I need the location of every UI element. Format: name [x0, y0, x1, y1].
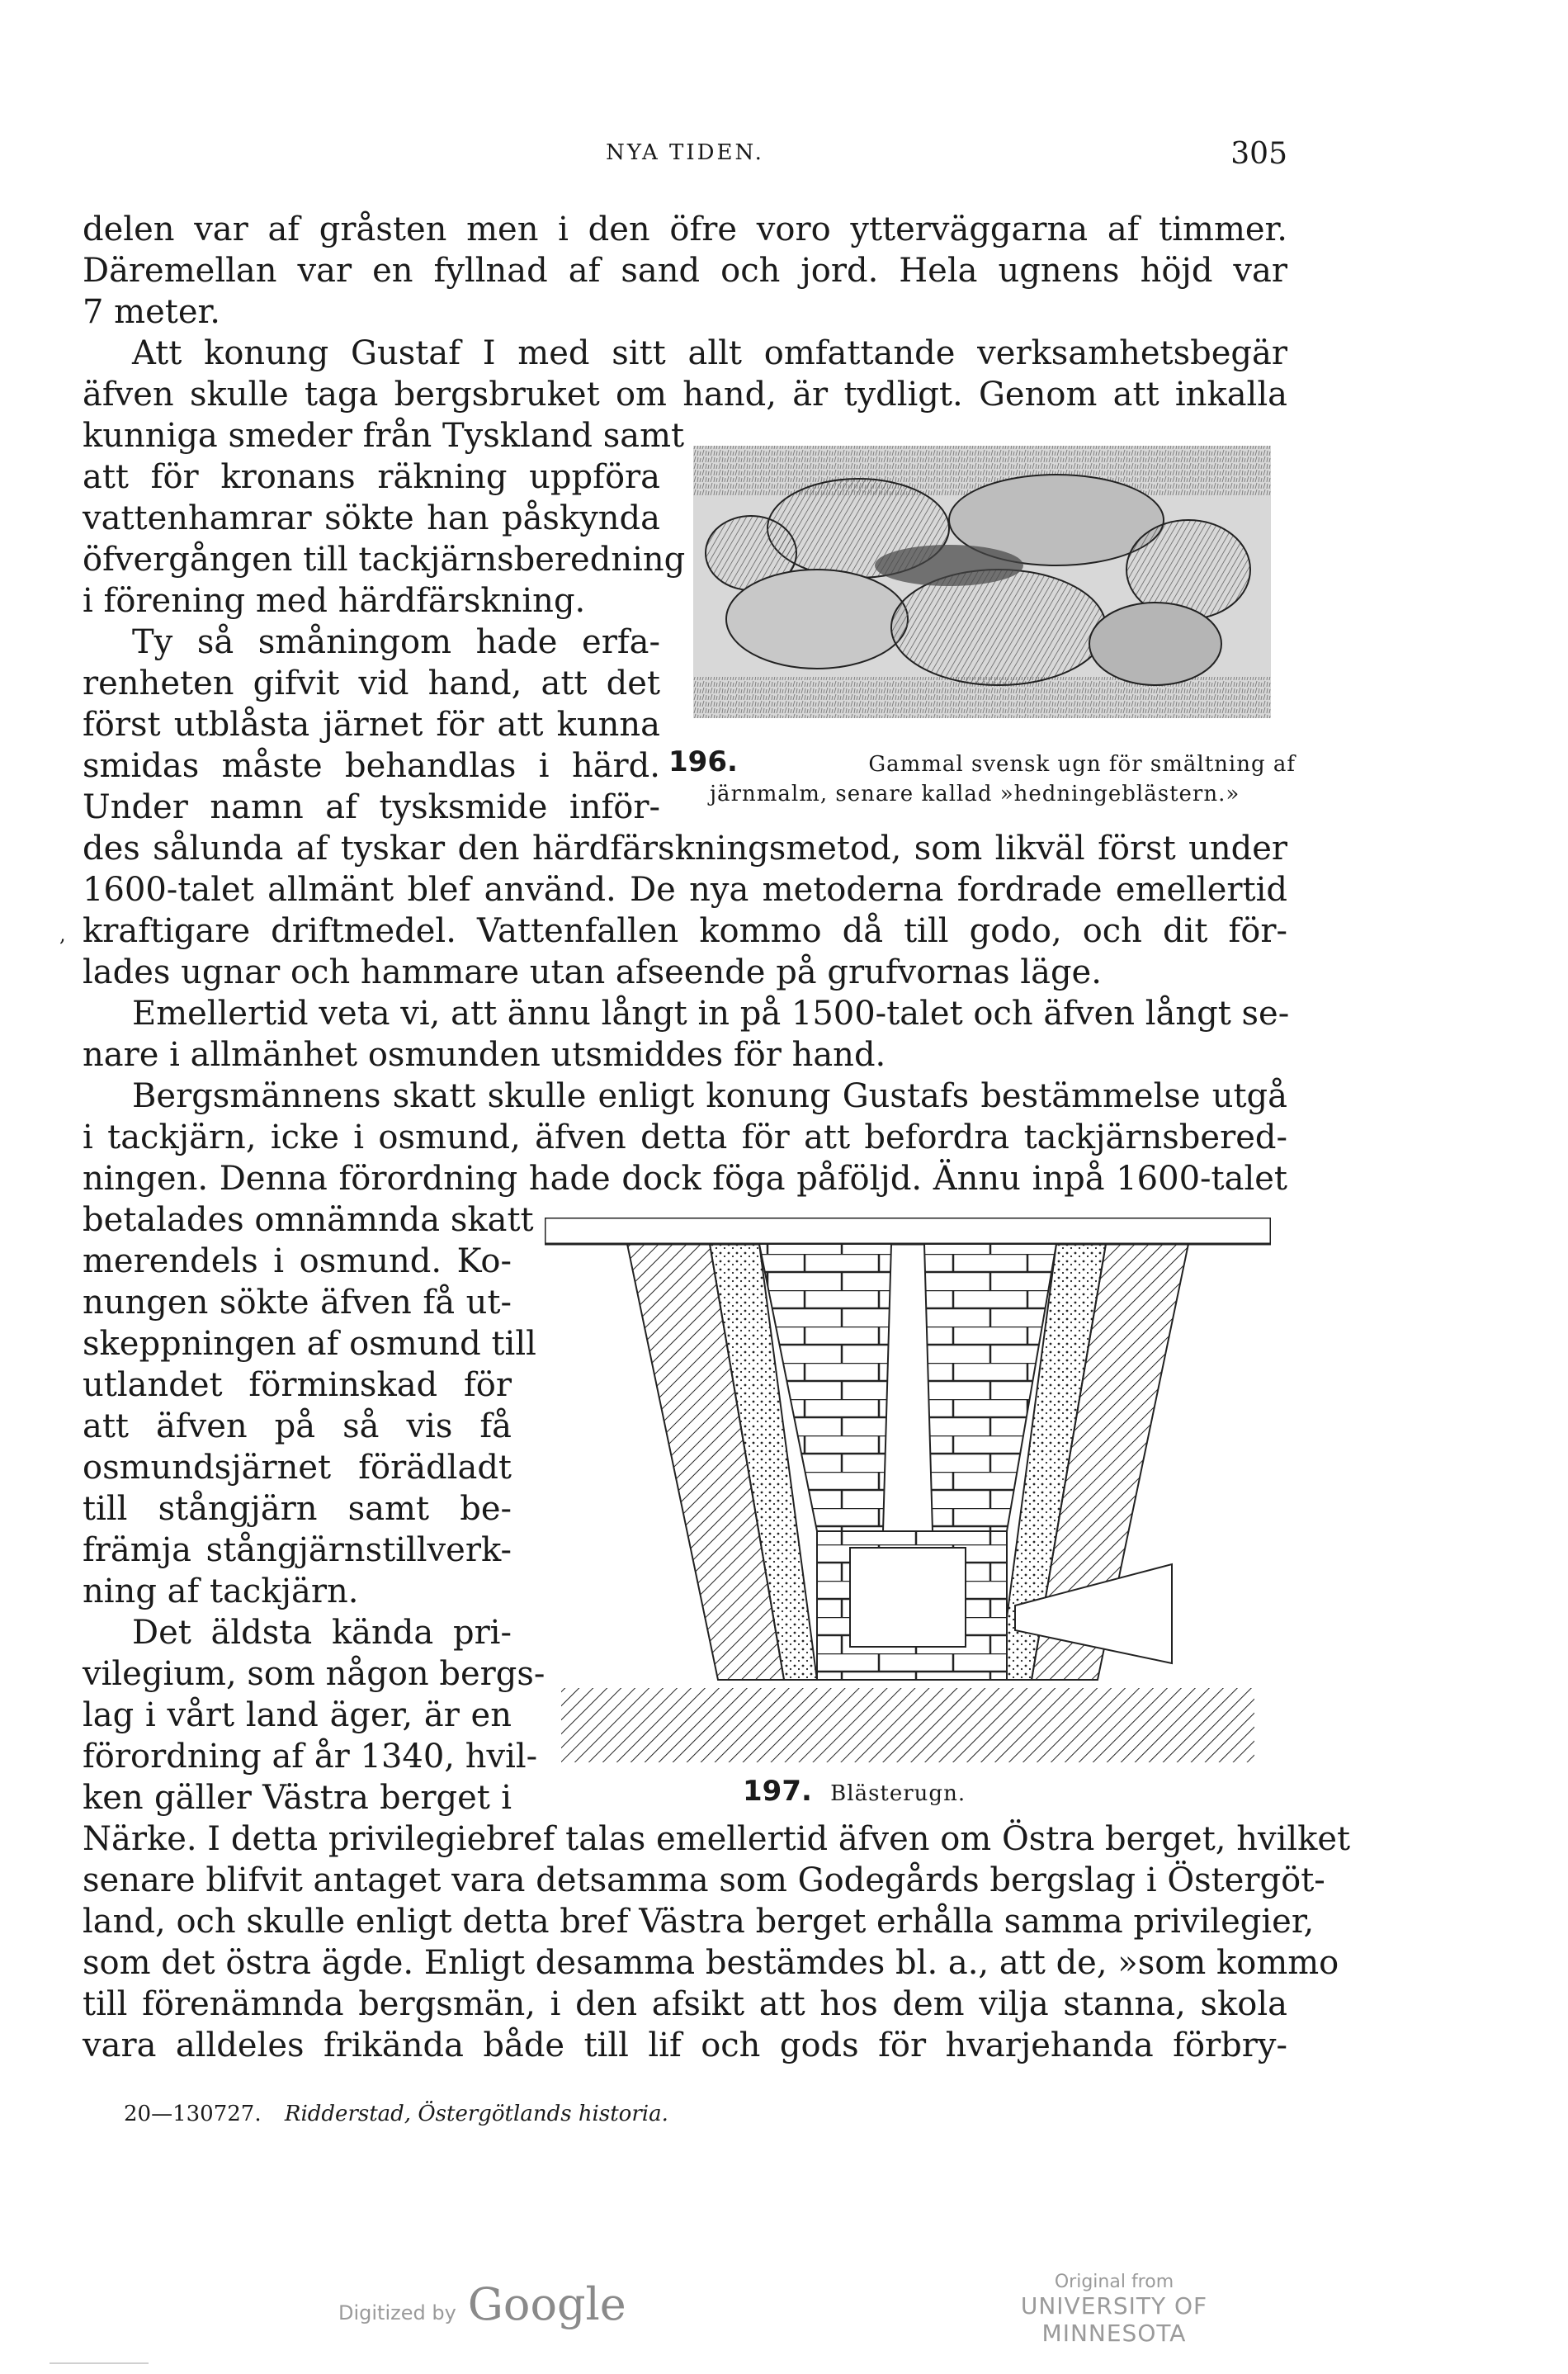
text-line: vilegium, som någon bergs-: [83, 1655, 545, 1693]
text-line: i tackjärn, icke i osmund, äfven detta för att befordra tackjärnsbered-: [83, 1118, 1287, 1156]
text-line: ning af tackjärn.: [83, 1572, 359, 1610]
text-line: Bergsmännens skatt skulle enligt konung Gustafs bestämmelse utgå: [132, 1077, 1287, 1115]
figure-197-caption-text: Blästerugn.: [830, 1781, 966, 1806]
original-from-label: Original from: [1054, 2272, 1174, 2292]
text-line: i förening med härdfärskning.: [83, 582, 586, 620]
figure-197-caption: [743, 1775, 1155, 1808]
text-line: till stångjärn samt be-: [83, 1490, 512, 1528]
figure-196-caption-line2: järnmalm, senare kallad »hedningeblästern.»: [710, 782, 1240, 806]
page-number: 305: [1230, 137, 1287, 171]
text-line: kunniga smeder från Tyskland samt: [83, 417, 685, 455]
text-line: 1600-talet allmänt blef använd. De nya metoderna fordrade emellertid: [83, 871, 1287, 909]
text-line: Närke. I detta privilegiebref talas emellertid äfven om Östra berget, hvilket: [83, 1820, 1351, 1858]
text-line: som det östra ägde. Enligt desamma bestämdes bl. a., att de, »som kommo: [83, 1944, 1339, 1982]
text-line: delen var af gråsten men i den öfre voro ytterväggarna af timmer.: [83, 210, 1287, 248]
text-line: Däremellan var en fyllnad af sand och jord. Hela ugnens höjd var: [83, 252, 1287, 290]
text-line: först utblåsta järnet för att kunna: [83, 706, 660, 744]
scan-artifact-divider: [50, 2362, 149, 2364]
text-line: renheten gifvit vid hand, att det: [83, 664, 660, 702]
text-line: främja stångjärnstillverk-: [83, 1531, 512, 1569]
figure-196-illustration: [677, 429, 1287, 735]
text-line: betalades omnämnda skatt: [83, 1201, 534, 1239]
text-line: merendels i osmund. Ko-: [83, 1242, 512, 1280]
origin-watermark: [957, 2272, 1271, 2347]
text-line: lades ugnar och hammare utan afseende på grufvornas läge.: [83, 953, 1102, 991]
text-line: öfvergången till tackjärnsberedning: [83, 541, 686, 579]
google-logo: Google: [467, 2278, 626, 2330]
text-line: nare i allmänhet osmunden utsmiddes för hand.: [83, 1036, 886, 1074]
margin-mark: ,: [59, 923, 66, 946]
figure-197-illustration: [545, 1218, 1271, 1771]
text-line: skeppningen af osmund till: [83, 1325, 536, 1363]
text-line: vara alldeles frikända både till lif och gods för hvarjehanda förbry-: [83, 2026, 1287, 2064]
text-line: des sålunda af tyskar den härdfärskningsmetod, som likväl först under: [83, 830, 1287, 868]
printer-signature: [124, 2102, 668, 2126]
text-line: Under namn af tysksmide inför-: [83, 788, 660, 826]
text-line: Ty så småningom hade erfa-: [132, 623, 660, 661]
google-watermark: [338, 2278, 626, 2330]
text-line: nungen sökte äfven få ut-: [83, 1284, 512, 1322]
text-line: äfven skulle taga bergsbruket om hand, är tydligt. Genom att inkalla: [83, 376, 1287, 414]
text-line: smidas måste behandlas i härd.: [83, 747, 660, 785]
text-line: Det äldsta kända pri-: [132, 1614, 512, 1652]
text-line: ningen. Denna förordning hade dock föga påföljd. Ännu inpå 1600-talet: [83, 1160, 1287, 1198]
text-line: till förenämnda bergsmän, i den afsikt att hos dem vilja stanna, skola: [83, 1985, 1287, 2023]
text-line: förordning af år 1340, hvil-: [83, 1738, 538, 1776]
signature-mark: 20—130727.: [124, 2102, 262, 2126]
text-line: 7 meter.: [83, 293, 220, 331]
text-line: ken gäller Västra berget i: [83, 1779, 512, 1817]
text-line: vattenhamrar sökte han påskynda: [83, 499, 660, 537]
text-line: kraftigare driftmedel. Vattenfallen kommo då till godo, och dit för-: [83, 912, 1287, 950]
digitized-by-label: Digitized by: [338, 2301, 456, 2324]
text-line: Att konung Gustaf I med sitt allt omfattande verksamhetsbegär: [132, 334, 1287, 372]
figure-196-caption-line1: Gammal svensk ugn för smältning af: [868, 752, 1296, 777]
university-label: UNIVERSITY OF MINNESOTA: [1020, 2292, 1208, 2347]
figure-196-number: 196.: [668, 745, 738, 778]
text-line: att för kronans räkning uppföra: [83, 458, 660, 496]
page-header: [83, 137, 1287, 182]
figure-197-number: 197.: [743, 1775, 812, 1808]
text-line: att äfven på så vis få: [83, 1407, 512, 1445]
text-line: lag i vårt land äger, är en: [83, 1696, 512, 1734]
text-line: utlandet förminskad för: [83, 1366, 512, 1404]
text-line: Emellertid veta vi, att ännu långt in på 1500-talet och äfven långt se-: [132, 995, 1290, 1033]
source-note: Ridderstad, Östergötlands historia.: [284, 2102, 668, 2126]
text-line: senare blifvit antaget vara detsamma som Godegårds bergslag i Östergöt-: [83, 1861, 1325, 1899]
figure-196-caption: [668, 747, 1296, 809]
running-head: NYA TIDEN.: [606, 140, 764, 165]
text-line: osmundsjärnet förädladt: [83, 1449, 512, 1487]
text-line: land, och skulle enligt detta bref Västra berget erhålla samma privilegier,: [83, 1903, 1315, 1941]
